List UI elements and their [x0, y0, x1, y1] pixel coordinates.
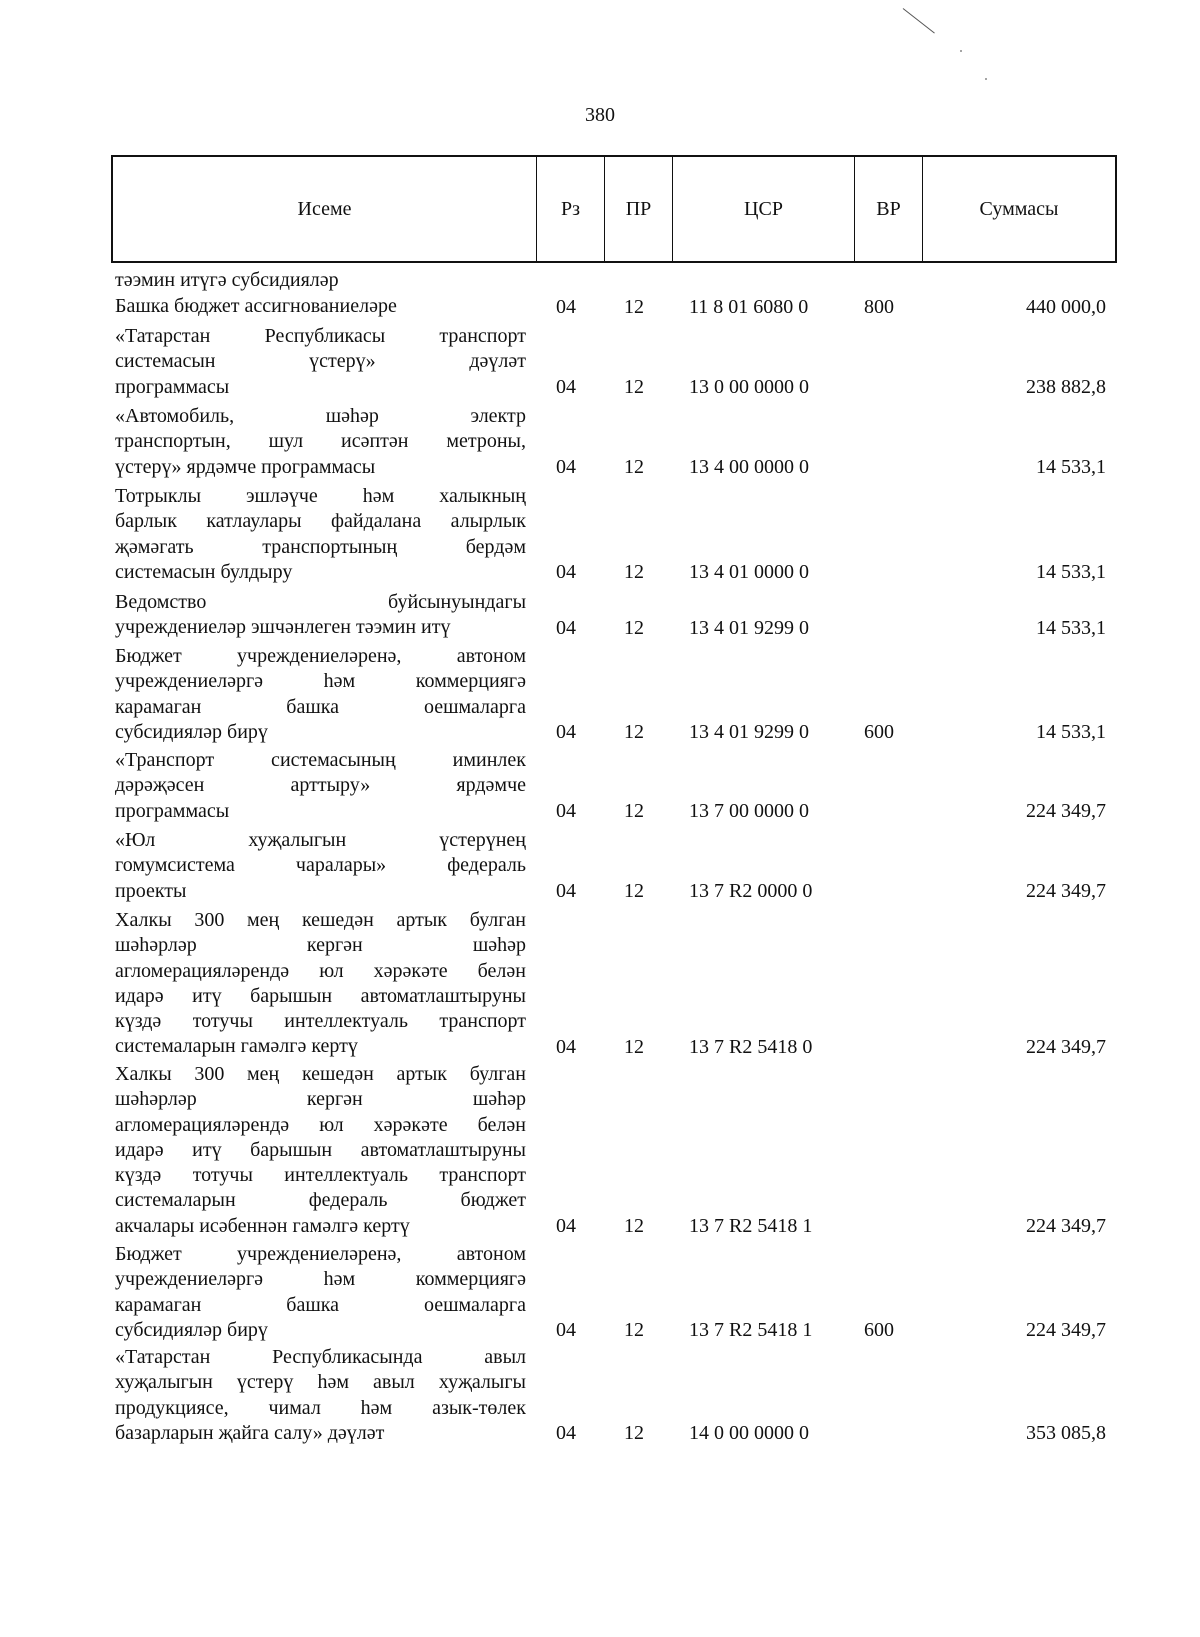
row-name-line: Башка бюджет ассигнованиеләре: [115, 295, 397, 317]
row-name-line: «Транспорт системасының иминлек: [115, 749, 526, 771]
row-sum: 224 349,7: [1026, 800, 1106, 823]
header-pr: ПР: [605, 157, 673, 261]
row-csr: 13 7 R2 0000 0: [689, 880, 813, 903]
row-name-line: базарларын җайга салу» дәүләт: [115, 1421, 385, 1444]
row-name-line: гомумсистема чаралары» федераль: [115, 854, 526, 877]
row-name-line: күздә тотучы интеллектуаль транспорт: [115, 1010, 526, 1033]
row-name: [115, 908, 526, 1060]
row-name-line: агломерацияләрендә юл хәрәкәте белән: [115, 959, 526, 982]
row-csr: 13 4 01 9299 0: [689, 721, 809, 744]
row-csr: 14 0 00 0000 0: [689, 1422, 809, 1445]
row-name-line: шәһәрләр кергән шәһәр: [115, 934, 526, 957]
row-name-line: җәмәгать транспортының бердәм: [115, 535, 526, 558]
row-name-line: системаларын гамәлгә кертү: [115, 1035, 358, 1058]
row-rz: 04: [556, 1319, 576, 1342]
header-csr: ЦСР: [673, 157, 855, 261]
header-name: Исеме: [113, 157, 537, 261]
row-name: [115, 404, 526, 480]
row-pr: 12: [624, 616, 644, 639]
row-name-line: барлык катлаулары файдалана алырлык: [115, 510, 526, 533]
row-vr: 600: [864, 1319, 894, 1342]
row-vr: 800: [864, 295, 894, 318]
row-pr: 12: [624, 1422, 644, 1445]
row-name-line: продукциясе, чимал һәм азык-төлек: [115, 1396, 526, 1419]
row-rz: 04: [556, 376, 576, 399]
row-name: [115, 644, 526, 745]
row-name-line: Ведомство буйсынуындагы: [115, 591, 526, 613]
row-name: [115, 590, 526, 641]
row-name-line: «Автомобиль, шәһәр электр: [115, 405, 526, 427]
row-name-line: Халкы 300 мең кешедән артык булган: [115, 1063, 526, 1085]
row-name-line: үстерү» ярдәмче программасы: [115, 455, 376, 478]
row-sum: 440 000,0: [1026, 295, 1106, 318]
row-sum: 224 349,7: [1026, 1319, 1106, 1342]
row-name-line: «Татарстан Республикасы транспорт: [115, 325, 526, 347]
row-name-line: Бюджет учреждениеләренә, автоном: [115, 645, 526, 667]
row-name-line: Тотрыклы эшләүче һәм халыкның: [115, 485, 526, 507]
row-pr: 12: [624, 880, 644, 903]
row-pr: 12: [624, 1215, 644, 1238]
row-sum: 14 533,1: [1036, 456, 1106, 479]
header-sum: Суммасы: [979, 197, 1059, 220]
row-name: [115, 294, 526, 319]
row-pr: 12: [624, 456, 644, 479]
row-rz: 04: [556, 456, 576, 479]
row-csr: 11 8 01 6080 0: [689, 295, 809, 318]
row-rz: 04: [556, 616, 576, 639]
row-name-line: Бюджет учреждениеләренә, автоном: [115, 1243, 526, 1265]
row-name: [115, 828, 526, 904]
row-name-line: программасы: [115, 375, 230, 398]
row-csr: 13 0 00 0000 0: [689, 376, 809, 399]
row-sum: 14 533,1: [1036, 561, 1106, 584]
row-sum: 353 085,8: [1026, 1422, 1106, 1445]
row-name-line: учреждениеләргә һәм коммерциягә: [115, 670, 526, 693]
row-csr: 13 7 R2 5418 0: [689, 1036, 813, 1058]
row-name: [115, 1242, 526, 1343]
row-name-line: системаларын федераль бюджет: [115, 1189, 526, 1212]
row-rz: 04: [556, 561, 576, 584]
row-name-line: программасы: [115, 799, 230, 822]
carryover-text: тәэмин итүгә субсидияләр: [115, 269, 339, 291]
row-csr: 13 7 R2 5418 1: [689, 1215, 813, 1238]
row-name: [115, 748, 526, 824]
row-name-line: Халкы 300 мең кешедән артык булган: [115, 909, 526, 931]
row-rz: 04: [556, 800, 576, 823]
row-pr: 12: [624, 800, 644, 823]
row-name-line: субсидияләр бирү: [115, 1318, 268, 1341]
row-name-line: идарә итү барышын автоматлаштыруны: [115, 1138, 526, 1161]
row-sum: 224 349,7: [1026, 1215, 1106, 1238]
row-name-line: субсидияләр бирү: [115, 720, 268, 743]
row-rz: 04: [556, 1215, 576, 1238]
row-name-line: проекты: [115, 879, 187, 902]
row-name-line: агломерацияләрендә юл хәрәкәте белән: [115, 1113, 526, 1136]
row-csr: 13 4 00 0000 0: [689, 456, 809, 479]
row-name-line: системасын үстерү» дәүләт: [115, 350, 526, 373]
row-name: [115, 1345, 526, 1446]
row-sum: 224 349,7: [1026, 880, 1106, 903]
row-name-line: учреждениеләр эшчәнлеген тәэмин итү: [115, 616, 451, 639]
header-vr: ВР: [855, 157, 923, 261]
row-rz: 04: [556, 1036, 576, 1058]
row-sum: 238 882,8: [1026, 376, 1106, 399]
row-rz: 04: [556, 721, 576, 744]
row-name-line: дәрәҗәсен арттыру» ярдәмче: [115, 774, 526, 797]
row-name-line: учреждениеләргә һәм коммерциягә: [115, 1268, 526, 1291]
row-pr: 12: [624, 1319, 644, 1342]
row-name-line: системасын булдыру: [115, 560, 293, 583]
row-name-line: хуҗалыгын үстерү һәм авыл хуҗалыгы: [115, 1371, 526, 1394]
row-sum: 14 533,1: [1036, 721, 1106, 744]
row-rz: 04: [556, 880, 576, 903]
row-name: [115, 1062, 526, 1239]
row-rz: 04: [556, 1422, 576, 1445]
row-name-line: шәһәрләр кергән шәһәр: [115, 1088, 526, 1111]
page-number: 380: [585, 104, 615, 126]
header-rz: Рз: [537, 157, 605, 261]
row-name-line: карамаган башка оешмаларга: [115, 695, 526, 718]
row-csr: 13 7 R2 5418 1: [689, 1319, 813, 1342]
row-pr: 12: [624, 376, 644, 399]
row-vr: 600: [864, 721, 894, 744]
row-name-line: акчалары исәбеннән гамәлгә кертү: [115, 1214, 410, 1237]
row-name-line: карамаган башка оешмаларга: [115, 1293, 526, 1316]
row-pr: 12: [624, 721, 644, 744]
row-name: [115, 324, 526, 400]
row-name-line: күздә тотучы интеллектуаль транспорт: [115, 1164, 526, 1187]
row-pr: 12: [624, 1036, 644, 1058]
row-name: [115, 484, 526, 585]
row-pr: 12: [624, 561, 644, 584]
row-sum: 14 533,1: [1036, 616, 1106, 639]
row-csr: 13 4 01 9299 0: [689, 616, 809, 639]
row-name-line: транспортын, шул исәптән метроны,: [115, 430, 526, 453]
row-csr: 13 7 00 0000 0: [689, 800, 809, 823]
row-rz: 04: [556, 295, 576, 318]
row-sum: 224 349,7: [1026, 1036, 1106, 1058]
row-csr: 13 4 01 0000 0: [689, 561, 809, 584]
row-pr: 12: [624, 295, 644, 318]
row-name-line: «Татарстан Республикасында авыл: [115, 1346, 526, 1368]
row-name-line: «Юл хуҗалыгын үстерүнең: [115, 829, 526, 851]
row-name-line: идарә итү барышын автоматлаштыруны: [115, 984, 526, 1007]
